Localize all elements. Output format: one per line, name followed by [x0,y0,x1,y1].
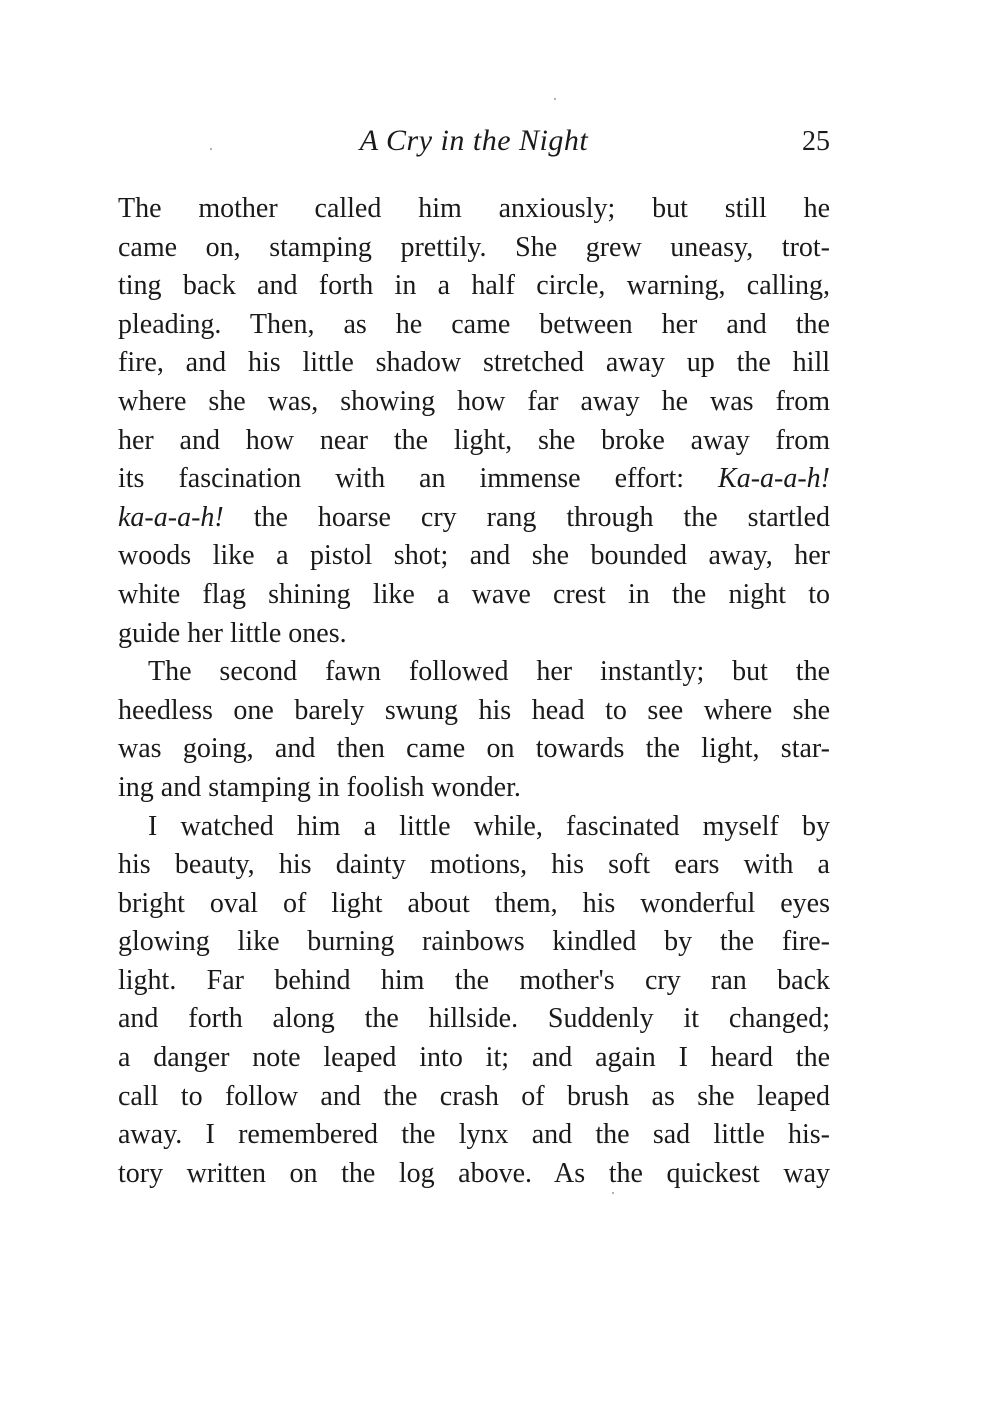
running-title: A Cry in the Night [359,124,589,157]
text-line: The second fawn followed her instantly; but the [148,656,830,688]
text-line: ting back and forth in a half circle, warning, calling, [118,270,830,302]
text-line [118,499,830,538]
paper-speck [210,148,212,150]
paragraph-1 [118,190,830,653]
text-line: pleading. Then, as he came between her and the [118,308,830,340]
italic-cry: Ka-a-a-h! [718,463,830,495]
text-line: woods like a pistol shot; and she bounded away, her [118,540,830,572]
paragraph-3 [118,808,830,1194]
text-segment: the hoarse cry rang through the startled [223,501,830,533]
text-segment: its fascination with an immense effort: [118,463,719,495]
text-line: and forth along the hillside. Suddenly it changed; [118,1003,830,1035]
page-header [118,124,830,168]
page-number: 25 [802,126,830,157]
body-text [118,190,830,1193]
text-line: white flag shining like a wave crest in the night to [118,578,830,610]
text-line: was going, and then came on towards the light, star- [118,733,830,765]
text-line: guide her little ones. [118,617,347,649]
text-line: away. I remembered the lynx and the sad little his- [118,1119,830,1151]
text-line: her and how near the light, she broke away from [118,424,830,456]
text-line: where she was, showing how far away he was from [118,385,830,417]
italic-cry: ka-a-a-h! [118,501,224,533]
text-line: heedless one barely swung his head to see where she [118,694,830,726]
text-line: glowing like burning rainbows kindled by the fire- [118,926,830,958]
text-line: tory written on the log above. As the quickest way [118,1157,830,1189]
text-line: fire, and his little shadow stretched away up the hill [118,347,830,379]
text-line: came on, stamping prettily. She grew uneasy, trot- [118,231,830,263]
paper-speck [554,98,556,100]
text-line: I watched him a little while, fascinated myself by [148,810,830,842]
text-line: call to follow and the crash of brush as she leaped [118,1080,830,1112]
text-line: ing and stamping in foolish wonder. [118,771,521,803]
paragraph-2 [118,653,830,807]
text-line: The mother called him anxiously; but still he [118,193,830,224]
text-line: a danger note leaped into it; and again I heard the [118,1042,830,1074]
text-line: bright oval of light about them, his wonderful eyes [118,887,830,919]
text-line: his beauty, his dainty motions, his soft ears with a [118,849,830,881]
text-line: light. Far behind him the mother's cry ran back [118,964,830,996]
paper-speck [612,1192,614,1194]
text-line [118,460,830,499]
